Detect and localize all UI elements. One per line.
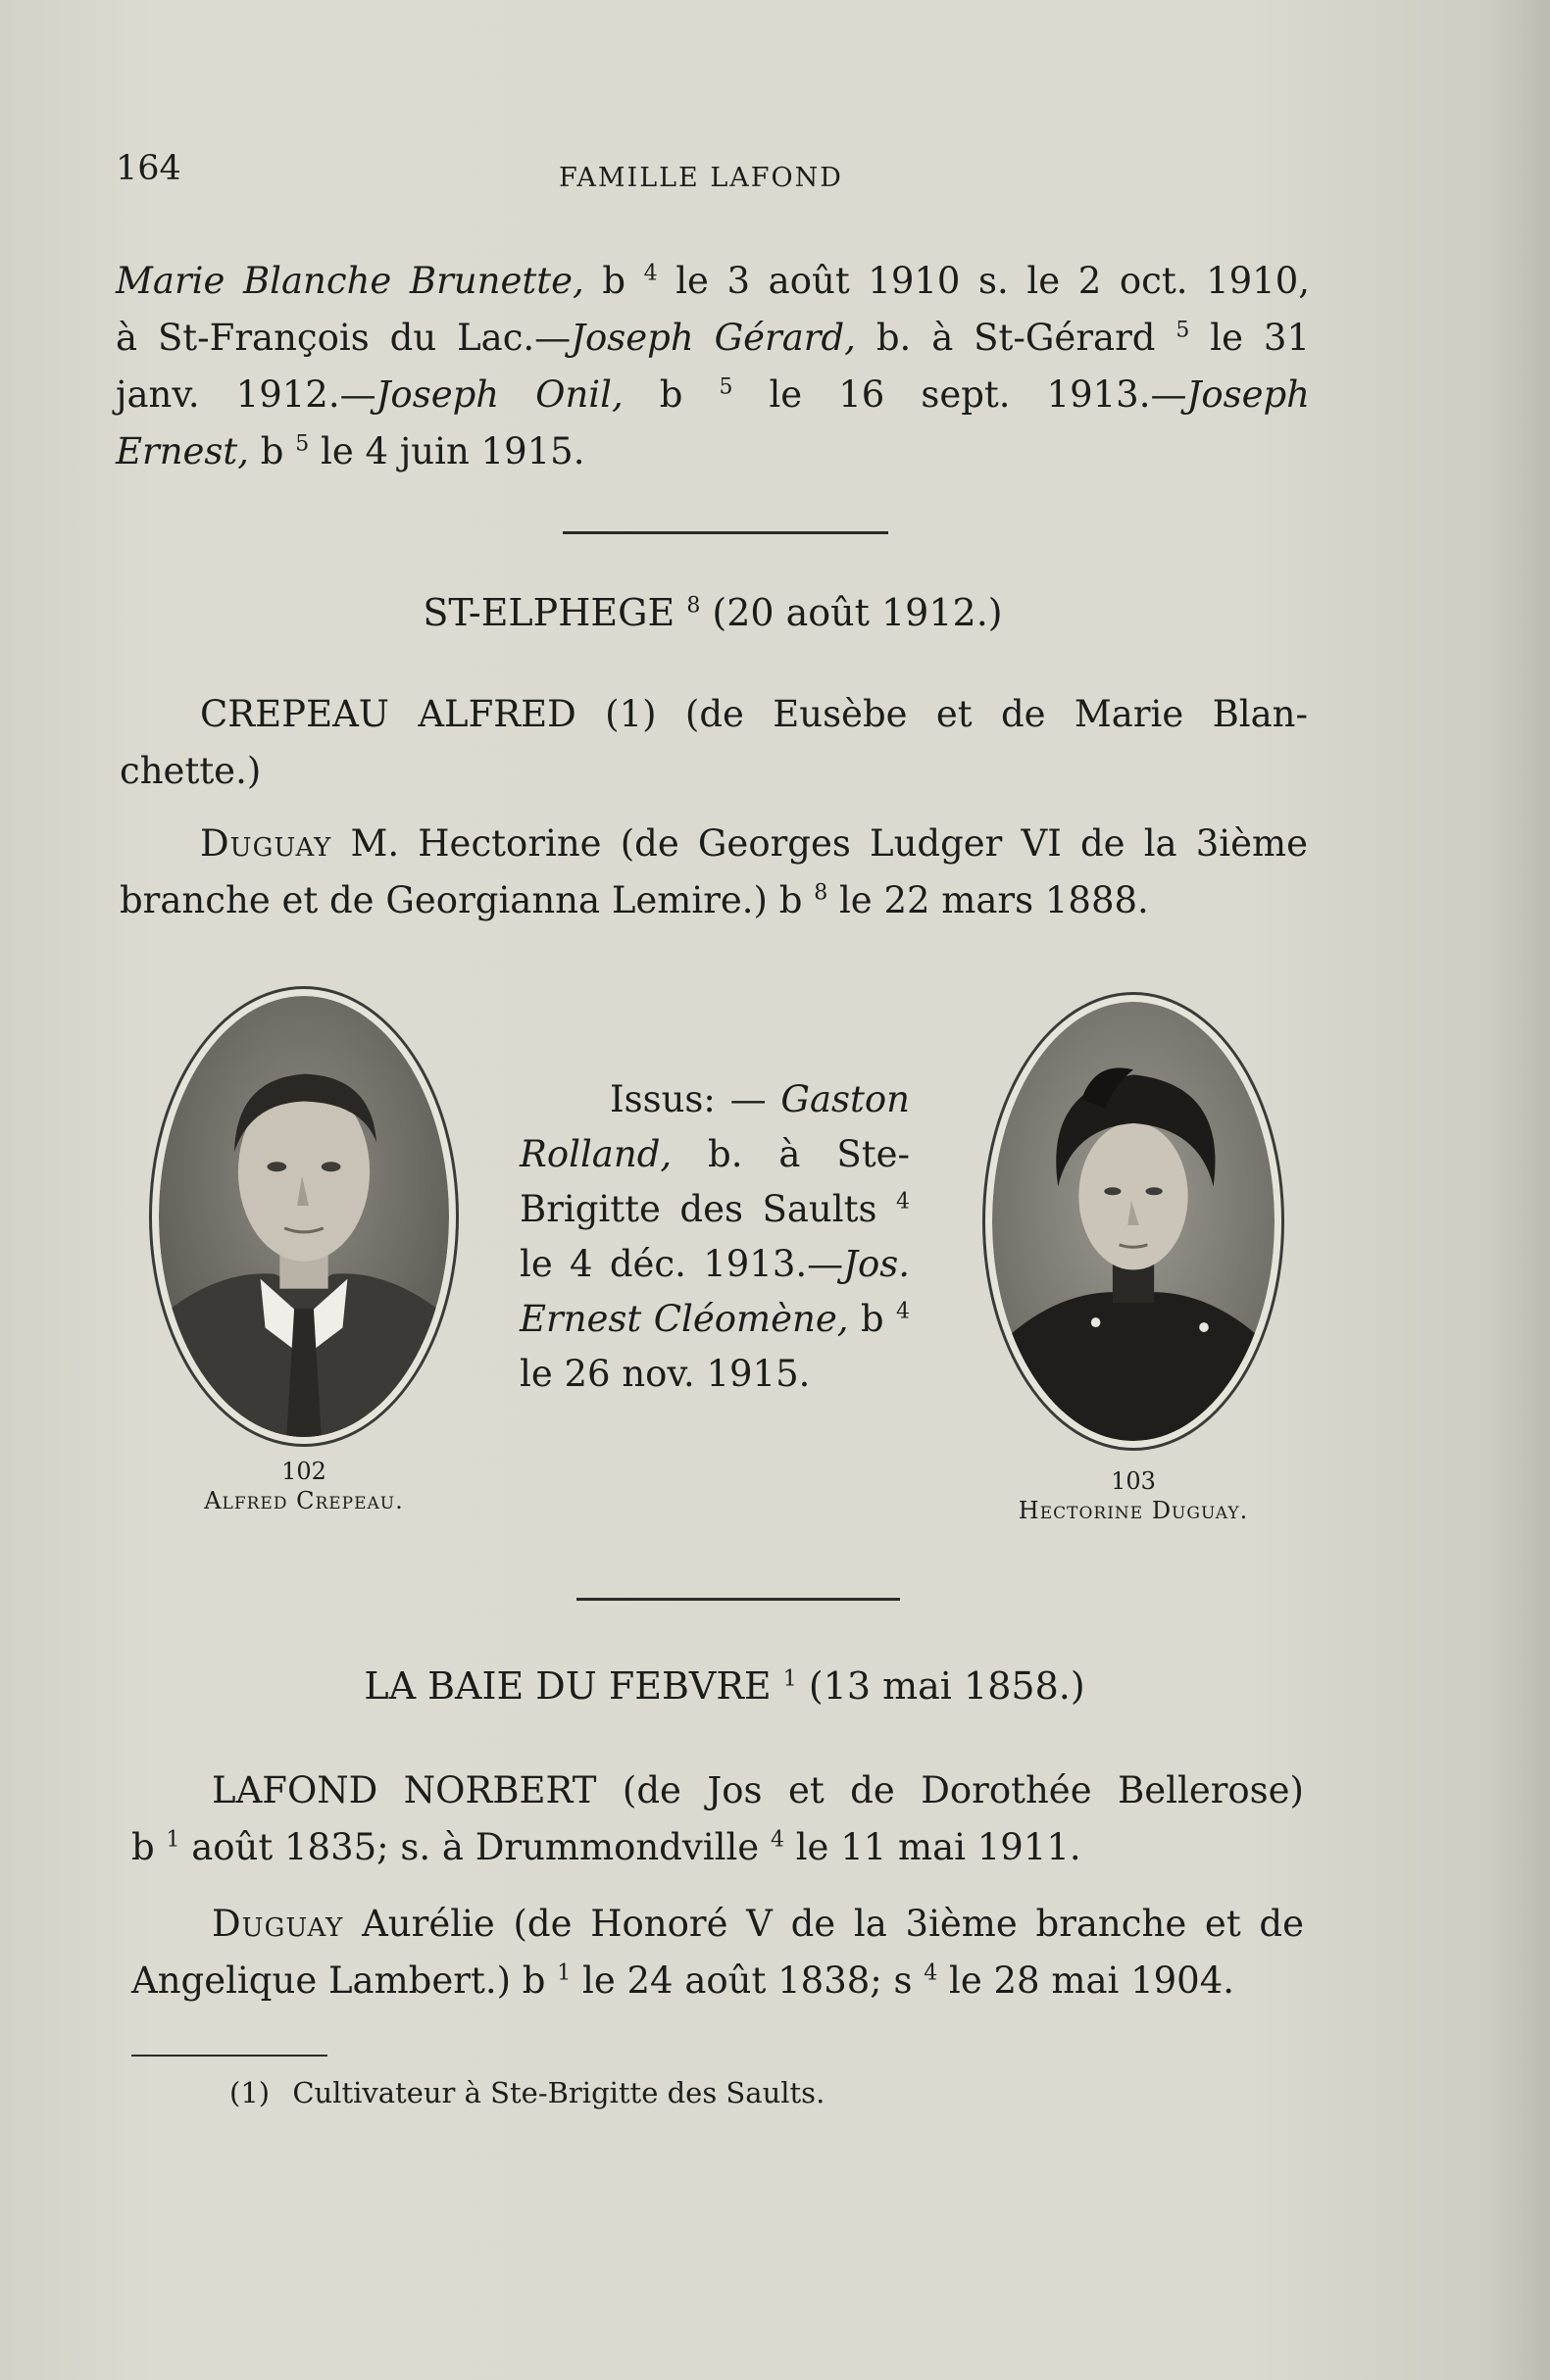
section-divider (563, 531, 888, 534)
intro-line-1: Marie Blanche Brunette, b $^4$ le 3 août 1910 s. le 2 oct. 1910, (116, 260, 1310, 302)
section-title-st-elphege: ST-ELPHEGE $^8$ (20 août 1912.) (423, 591, 1003, 634)
intro-line-4: Ernest, b $^5$ le 4 juin 1915. (116, 430, 585, 472)
intro-line-3: janv. 1912.—Joseph Onil, b $^5$ le 16 sept. 1913.—Joseph (116, 373, 1310, 416)
footnote (229, 2076, 825, 2109)
portrait-alfred-crepeau (149, 986, 459, 1447)
running-head: FAMILLE LAFOND (559, 163, 843, 193)
portrait-hectorine-duguay (982, 992, 1284, 1451)
woman-portrait-image (992, 1002, 1275, 1441)
husband-entry-crepeau: CREPEAU ALFRED (1) (de Eusèbe et de Marie Blan- chette.) (120, 693, 1308, 792)
caption-102: 102 Alfred Crepeau. (204, 1458, 404, 1514)
page-number: 164 (116, 149, 181, 188)
footnote-marker: (1) (229, 2076, 271, 2109)
intro-paragraph (116, 253, 1310, 480)
footnote-rule (131, 2055, 327, 2057)
caption-103: 103 Hectorine Duguay. (1018, 1467, 1249, 1524)
section-divider-2 (576, 1598, 900, 1601)
man-portrait-image (159, 996, 449, 1437)
wife-entry-duguay-hectorine: Duguay M. Hectorine (de Georges Ludger VI de la 3ième branche et de Georgianna Lemire.) b $^8$ le 22 mars 1888. (120, 822, 1308, 921)
wife-entry-duguay-aurelie: Duguay Aurélie (de Honoré V de la 3ième branche et de Angelique Lambert.) b $^1$ le 24 août 1838; s $^4$ le 28 mai 1904. (131, 1903, 1304, 2002)
intro-line-2: à St-François du Lac.—Joseph Gérard, b. à St-Gérard $^5$ le 31 (116, 317, 1310, 359)
issue-paragraph: Issus: — Gaston Rolland, b. à Ste- Brigitte des Saults $^4$ le 4 déc. 1913.—Jos. Ernest Cléomène, b $^4$ le 26 nov. 1915. (520, 1078, 910, 1395)
husband-entry-lafond: LAFOND NORBERT (de Jos et de Dorothée Bellerose) b $^1$ août 1835; s. à Drummondville $^4$ le 11 mai 1911. (131, 1769, 1304, 1868)
section-title-baie-du-febvre: LA BAIE DU FEBVRE $^1$ (13 mai 1858.) (364, 1664, 1085, 1708)
footnote-text: Cultivateur à Ste-Brigitte des Saults. (292, 2076, 825, 2109)
